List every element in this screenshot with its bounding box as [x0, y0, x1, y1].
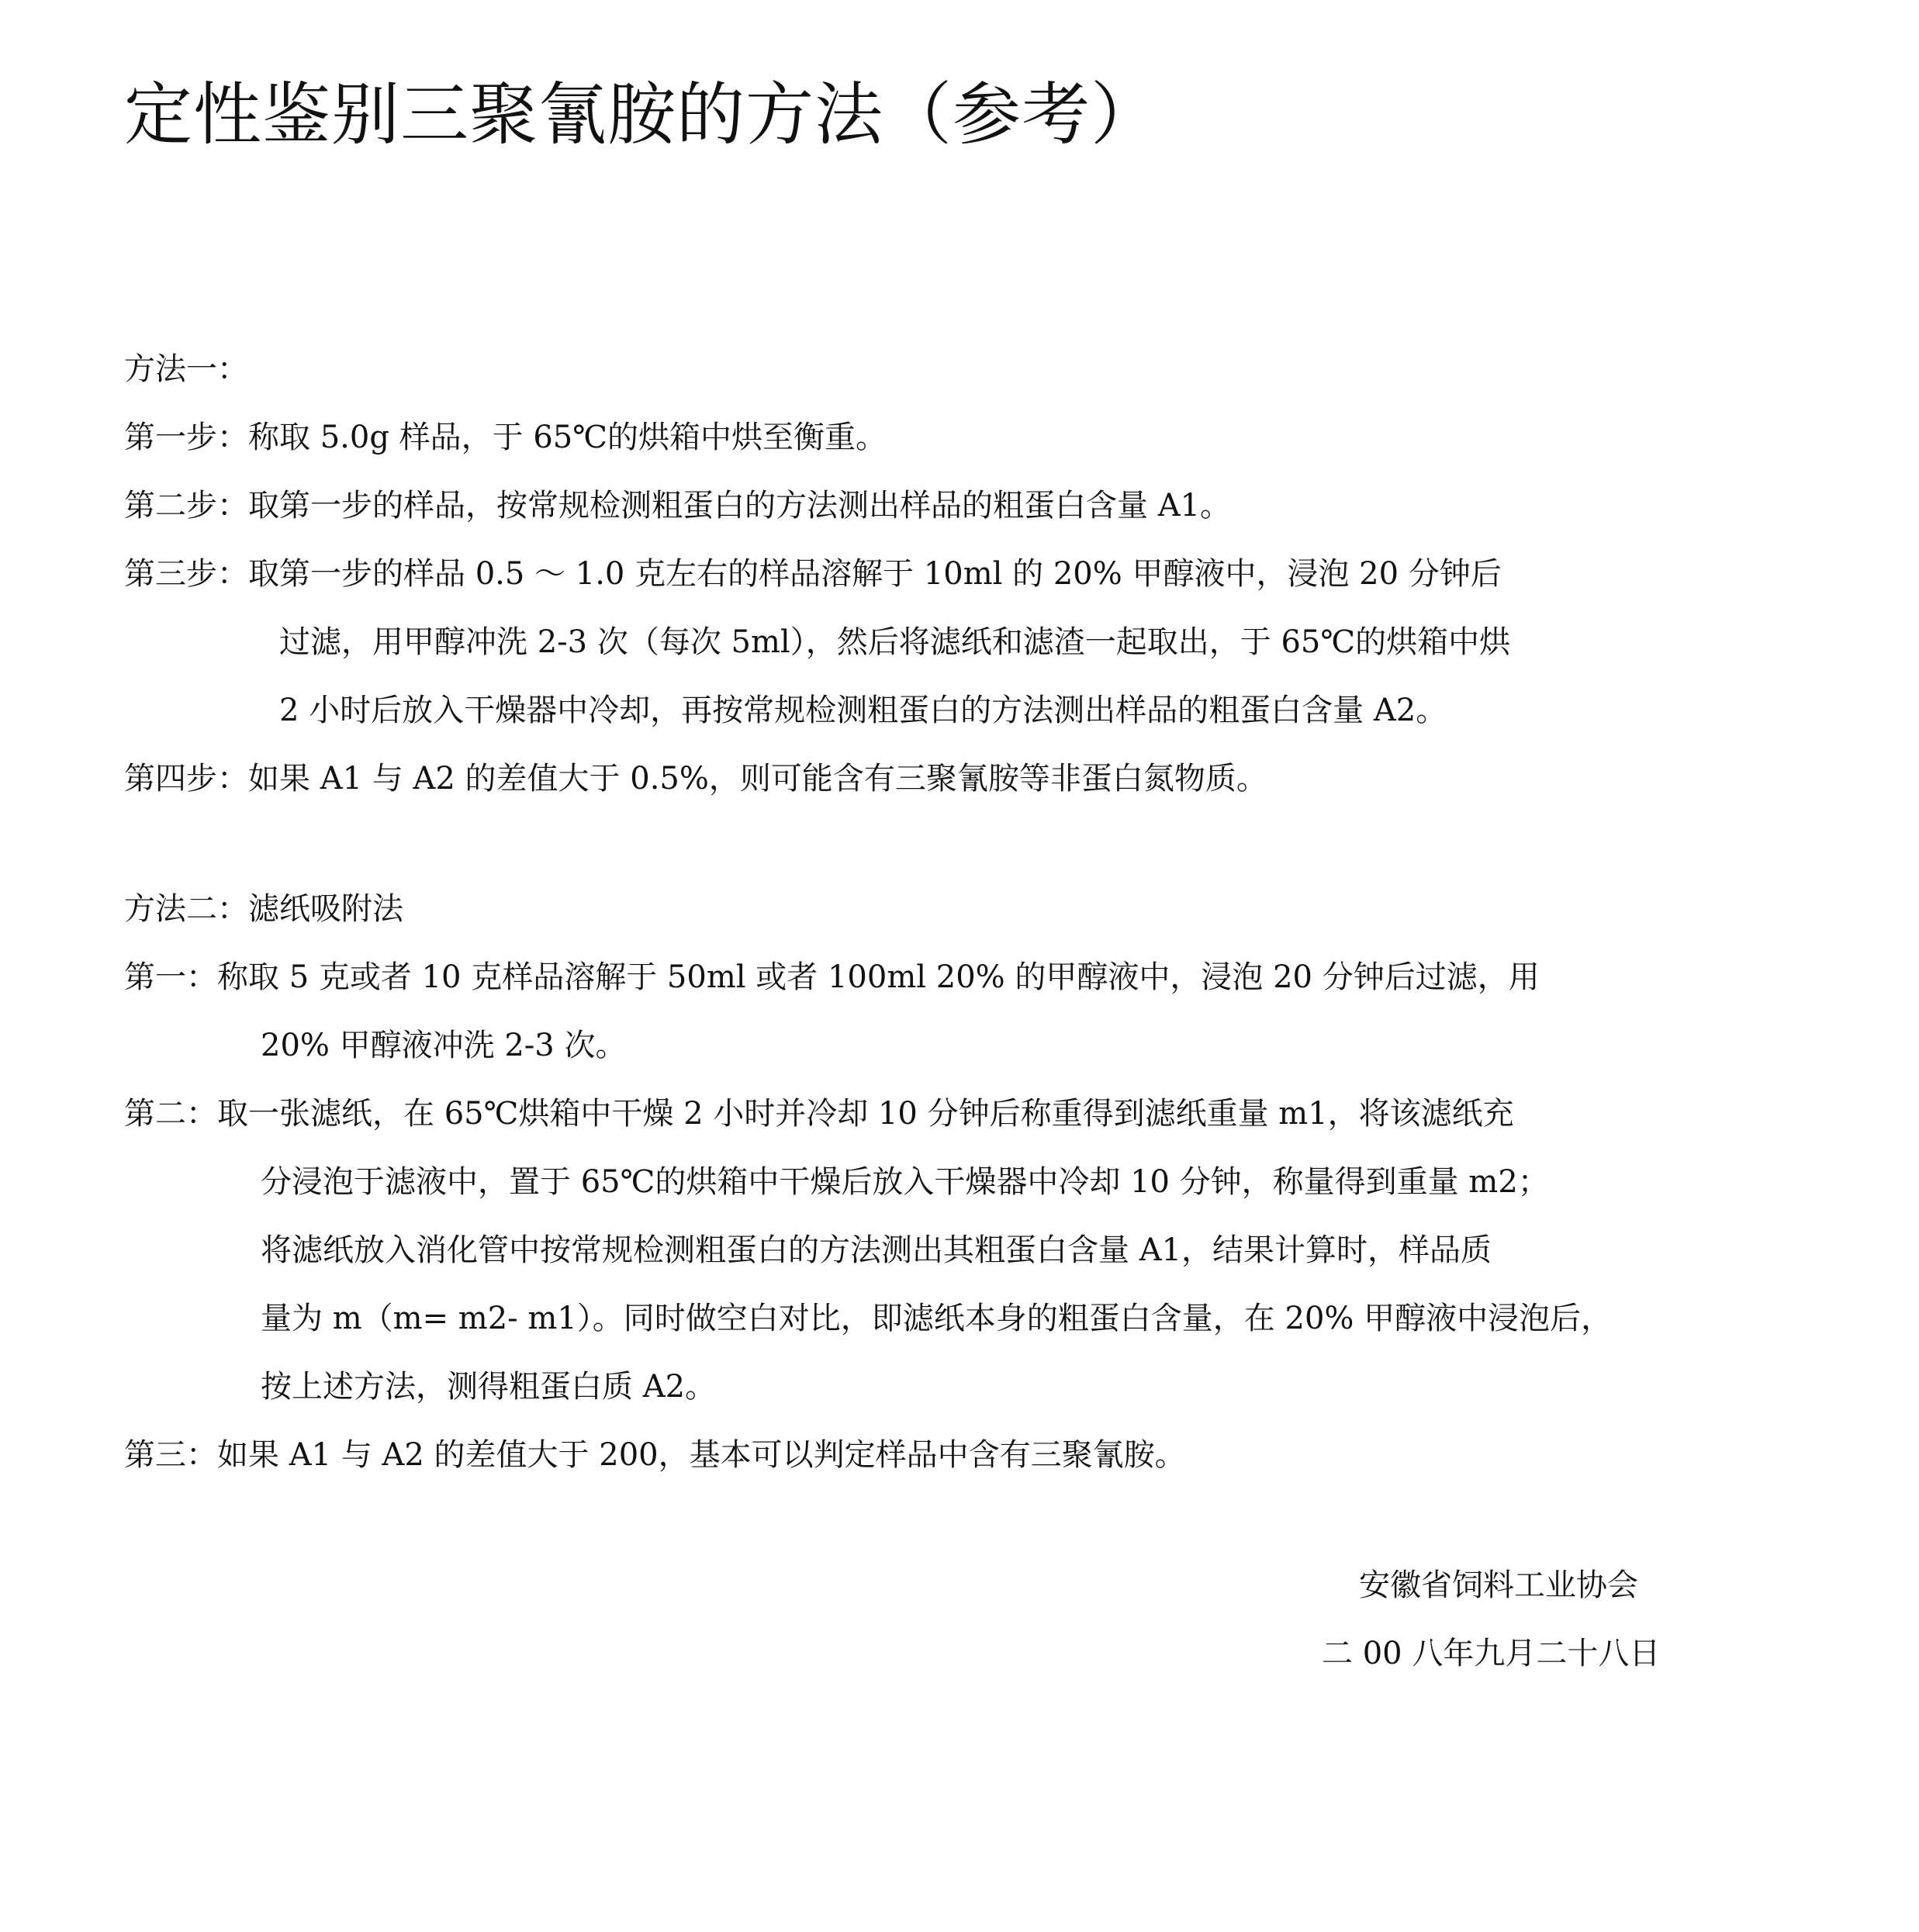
method2-step2-line4: 量为 m（m= m2- m1）。同时做空白对比，即滤纸本身的粗蛋白含量，在 20% 甲醇液中浸泡后，: [261, 1301, 1613, 1336]
method1-heading: 方法一：: [124, 351, 248, 387]
method1-step4: 第四步：如果 A1 与 A2 的差值大于 0.5%，则可能含有三聚氰胺等非蛋白氮物质。: [124, 761, 1267, 797]
method2-step1-line2: 20% 甲醇液冲洗 2-3 次。: [261, 1028, 627, 1063]
method2-step2-line3: 将滤纸放入消化管中按常规检测粗蛋白的方法测出其粗蛋白含量 A1，结果计算时，样品质: [261, 1232, 1492, 1268]
method2-step2-line1: 第二：取一张滤纸，在 65℃烘箱中干燥 2 小时并冷却 10 分钟后称重得到滤纸重量 m1，将该滤纸充: [124, 1096, 1514, 1132]
method1-step2: 第二步：取第一步的样品，按常规检测粗蛋白的方法测出样品的粗蛋白含量 A1。: [124, 488, 1232, 524]
signature-date: 二 00 八年九月二十八日: [1322, 1636, 1661, 1671]
method2-heading: 方法二：滤纸吸附法: [124, 891, 403, 927]
method1-step3-line1: 第三步：取第一步的样品 0.5 ～ 1.0 克左右的样品溶解于 10ml 的 20% 甲醇液中，浸泡 20 分钟后: [124, 556, 1502, 592]
method1-step3-line2: 过滤，用甲醇冲洗 2-3 次（每次 5ml），然后将滤纸和滤渣一起取出，于 65℃的烘箱中烘: [279, 624, 1511, 660]
method2-step2-line5: 按上述方法，测得粗蛋白质 A2。: [261, 1369, 717, 1405]
method1-step1: 第一步：称取 5.0g 样品，于 65℃的烘箱中烘至衡重。: [124, 420, 887, 455]
method2-step2-line2: 分浸泡于滤液中，置于 65℃的烘箱中干燥后放入干燥器中冷却 10 分钟，称量得到重量 m2；: [261, 1164, 1549, 1200]
signature-organization: 安徽省饲料工业协会: [1359, 1567, 1638, 1603]
method2-step1-line1: 第一：称取 5 克或者 10 克样品溶解于 50ml 或者 100ml 20% 的甲醇液中，浸泡 20 分钟后过滤，用: [124, 959, 1540, 995]
document-title: 定性鉴别三聚氰胺的方法（参考）: [124, 74, 1160, 154]
method1-step3-line3: 2 小时后放入干燥器中冷却，再按常规检测粗蛋白的方法测出样品的粗蛋白含量 A2。: [279, 693, 1447, 728]
method2-step3: 第三：如果 A1 与 A2 的差值大于 200，基本可以判定样品中含有三聚氰胺。: [124, 1437, 1186, 1473]
